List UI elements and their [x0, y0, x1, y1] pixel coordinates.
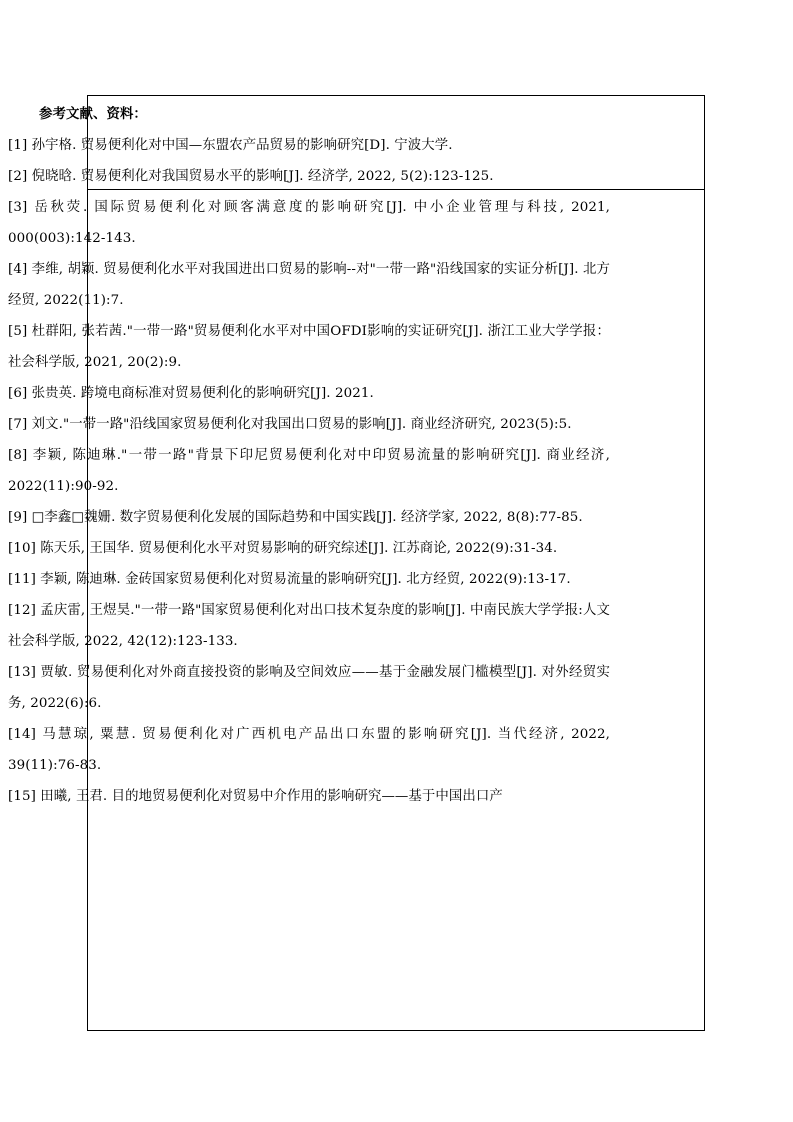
references-heading: 参考文献、资料： — [39, 106, 147, 122]
reference-item-3: [3] 岳秋荧. 国际贸易便利化对顾客满意度的影响研究[J]. 中小企业管理与科技, 2021, 000(003):142-143. — [8, 200, 610, 246]
reference-item-14: [14] 马慧琼, 粟慧. 贸易便利化对广西机电产品出口东盟的影响研究[J]. 当代经济, 2022, 39(11):76-83. — [8, 727, 610, 773]
reference-item-15: [15] 田曦, 王君. 目的地贸易便利化对贸易中介作用的影响研究——基于中国出口产 — [8, 789, 503, 804]
reference-item-4: [4] 李维, 胡颖. 贸易便利化水平对我国进出口贸易的影响--对"一带一路"沿线国家的实证分析[J]. 北方经贸, 2022(11):7. — [8, 262, 610, 308]
reference-item-5: [5] 杜群阳, 张若茜."一带一路"贸易便利化水平对中国OFDI影响的实证研究[J]. 浙江工业大学学报：社会科学版, 2021, 20(2):9. — [8, 324, 610, 370]
reference-item-11: [11] 李颖, 陈迪琳. 金砖国家贸易便利化对贸易流量的影响研究[J]. 北方经贸, 2022(9):13-17. — [8, 572, 571, 587]
reference-item-7: [7] 刘文."一带一路"沿线国家贸易便利化对我国出口贸易的影响[J]. 商业经济研究, 2023(5):5. — [8, 417, 572, 432]
reference-item-6: [6] 张贵英. 跨境电商标准对贸易便利化的影响研究[J]. 2021. — [8, 386, 374, 401]
reference-item-8: [8] 李颖, 陈迪琳."一带一路"背景下印尼贸易便利化对中印贸易流量的影响研究[J]. 商业经济, 2022(11):90-92. — [8, 448, 610, 494]
references-section — [8, 99, 610, 812]
reference-item-13: [13] 贾敏. 贸易便利化对外商直接投资的影响及空间效应——基于金融发展门槛模型[J]. 对外经贸实务, 2022(6):6. — [8, 665, 610, 711]
reference-item-10: [10] 陈天乐, 王国华. 贸易便利化水平对贸易影响的研究综述[J]. 江苏商论, 2022(9):31-34. — [8, 541, 558, 556]
reference-item-12: [12] 孟庆雷, 王煜昊."一带一路"国家贸易便利化对出口技术复杂度的影响[J]. 中南民族大学学报:人文社会科学版, 2022, 42(12):123-133. — [8, 603, 610, 649]
reference-item-2: [2] 倪晓晗. 贸易便利化对我国贸易水平的影响[J]. 经济学, 2022, 5(2):123-125. — [8, 169, 494, 184]
reference-item-9: [9] □李鑫□魏姗. 数字贸易便利化发展的国际趋势和中国实践[J]. 经济学家, 2022, 8(8):77-85. — [8, 510, 583, 525]
reference-item-1: [1] 孙宇格. 贸易便利化对中国—东盟农产品贸易的影响研究[D]. 宁波大学. — [8, 138, 453, 153]
